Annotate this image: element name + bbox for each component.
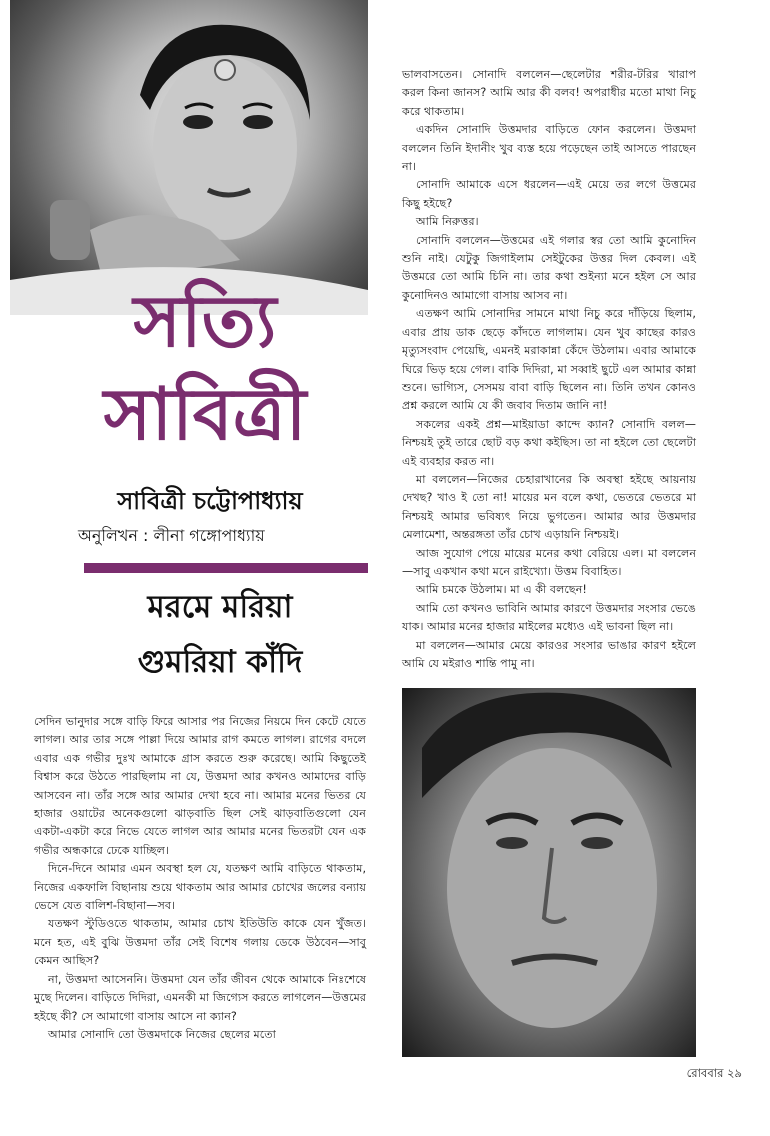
paragraph: ভালবাসতেন। সোনাদি বললেন—ছেলেটার শরীর-টরির খারাপ করল কিনা জানস? আমি আর কী বলব! অপরাধীর মতো মাথা নিচু করে থাকতাম। (402, 68, 696, 118)
paragraph: আমার সোনাদি তো উত্তমদাকে নিজের ছেলের মতো (48, 1027, 276, 1041)
actress-portrait-photo (10, 0, 368, 315)
page-folio: রোববার ২৯ (686, 1066, 742, 1080)
paragraph: মা বললেন—আমার মেয়ে কারওর সংসার ভাঙার কারণ হইলে আমি যে মইরাও শান্তি পামু না। (402, 638, 696, 670)
paragraph: আজ সুযোগ পেয়ে মায়ের মনের কথা বেরিয়ে এল। মা বললেন—সাবু একখান কথা মনে রাইখ্যো। উত্তম বিবাহিত। (402, 546, 696, 578)
title-line-2: সাবিত্রী (103, 372, 307, 456)
paragraph: দিনে-দিনে আমার এমন অবস্থা হল যে, যতক্ষণ আমি বাড়িতে থাকতাম, নিজের একফালি বিছানায় শুয়ে থাকতাম আর আমার চোখের জলের বন্যায় ভেসে যেত বালিশ-বিছানা—সব। (34, 862, 366, 913)
paragraph: আমি চমকে উঠলাম। মা এ কী বলছেন! (416, 583, 587, 597)
paragraph: আমি তো কখনও ভাবিনি আমার কারণে উত্তমদার সংসার ভেঙে যাক। আমার মনের হাজার মাইলের মধ্যেও এই ভাবনা ছিল না। (402, 601, 696, 634)
author-name: সাবিত্রী চট্টোপাধ্যায় (117, 487, 303, 515)
paragraph: মা বললেন—নিজের চেহারাখানের কি অবস্থা হইছে আয়নায় দেখছ? খাও ই তো না! মায়ের মন বলে কথা, ভেতরে ভেতরে মা নিশ্চয়ই আমার ভবিষ্যৎ নিয়ে ভুগতেন। আমার আর উত্তমদার মেলামেশা, অন্তরঙ্গতা তাঁর চোখ এড়ায়নি নিশ্চয়ই। (402, 472, 696, 542)
paragraph: সোনাদি আমাকে এসে ধরলেন—এই মেয়ে তর লগে উত্তমের কিছু হইছে? (402, 178, 696, 210)
paragraph: একদিন সোনাদি উত্তমদার বাড়িতে ফোন করলেন। উত্তমদা বললেন তিনি ইদানীং খুব ব্যস্ত হয়ে পড়েছেন তাই আসতে পারছেন না। (402, 123, 696, 174)
paragraph: সেদিন ভানুদার সঙ্গে বাড়ি ফিরে আসার পর নিজের নিয়মে দিন কেটে যেতে লাগল। আর তার সঙ্গে পাল্লা দিয়ে আমার রাগ কমতে লাগল। রাগের বদলে এবার এক গভীর দুঃখ আমাকে গ্রাস করতে শুরু করেছে। আমি কিছুতেই বিশ্বাস করে উঠতে পারছিলাম না যে, উত্তমদা আর কখনও আমাদের বাড়ি আসবেন না। তাঁর সঙ্গে আর আমার দেখা হবে না। আমার মনের ভিতর যে হাজার ওয়াটের অনেকগুলো ঝাড়বাতি ছিল সেই ঝাড়বাতিগুলো যেন একটা-একটা করে নিভে যেতে লাগল আর আমার মনের ভিতরটা যেন এক গভীর অন্ধকারে ঢেকে যাচ্ছিল। (34, 715, 366, 857)
headline-line-1: মরমে মরিয়া (147, 589, 293, 625)
left-text-column (34, 713, 366, 1044)
paragraph: যতক্ষণ স্টুডিওতে থাকতাম, আমার চোখ ইতিউতি কাকে যেন খুঁজত। মনে হত, এই বুঝি উত্তমদা তাঁর সেই বিশেষ গলায় ডেকে উঠবেন—সাবু কেমন আছিস? (34, 917, 366, 968)
paragraph: আমি নিরুত্তর। (416, 215, 479, 229)
accent-bar (84, 563, 368, 573)
paragraph: সকলের একই প্রশ্ন—মাইয়াডা কান্দে ক্যান? সোনাদি বলল—নিশ্চয়ই তুই তারে ছোট বড় কথা কইছিস। তা না হইলে তো ছেলেটা এই ব্যবহার করত না। (402, 417, 696, 468)
transcriber-credit: অনুলিখন : লীনা গঙ্গোপাধ্যায় (78, 526, 265, 545)
right-text-column (402, 66, 696, 673)
actor-portrait-photo (402, 688, 696, 1057)
title-line-1: সত্যি (133, 279, 277, 363)
headline-line-2: গুমরিয়া কাঁদি (137, 644, 303, 680)
paragraph: না, উত্তমদা আসেননি। উত্তমদা যেন তাঁর জীবন থেকে আমাকে নিঃশেষে মুছে দিলেন। বাড়িতে দিদিরা, এমনকী মা জিগ্যেস করতে লাগলেন—উত্তমের হইছে কী? সে আমাগো বাসায় আসে না ক্যান? (34, 972, 366, 1023)
paragraph: এতক্ষণ আমি সোনাদির সামনে মাথা নিচু করে দাঁড়িয়ে ছিলাম, এবার প্রায় ডাক ছেড়ে কাঁদতে লাগলাম। যেন খুব কাছের কারও মৃত্যুসংবাদ পেয়েছি, এমনই মরাকান্না কেঁদে উঠলাম। এবার আমাকে ঘিরে ভিড় হয়ে গেল। বাকি দিদিরা, মা সব্বাই ছুটে এল আমার কান্না শুনে। ভাগ্যিস, সেসময় বাবা বাড়ি ছিলেন না। তিনি তখন কোনও প্রশ্ন করলে আমি যে কী জবাব দিতাম জানি না! (402, 307, 696, 413)
paragraph: সোনাদি বললেন—উত্তমের এই গলার স্বর তো আমি কুনোদিন শুনি নাই। যেটুকু জিগাইলাম সেইটুকের উত্তর দিল কেবল। এই উত্তমরে তো আমি চিনি না। তার কথা শুইন্যা মনে হইল সে আর কুনোদিনও আমাগো বাসায় আসব না। (402, 233, 696, 302)
